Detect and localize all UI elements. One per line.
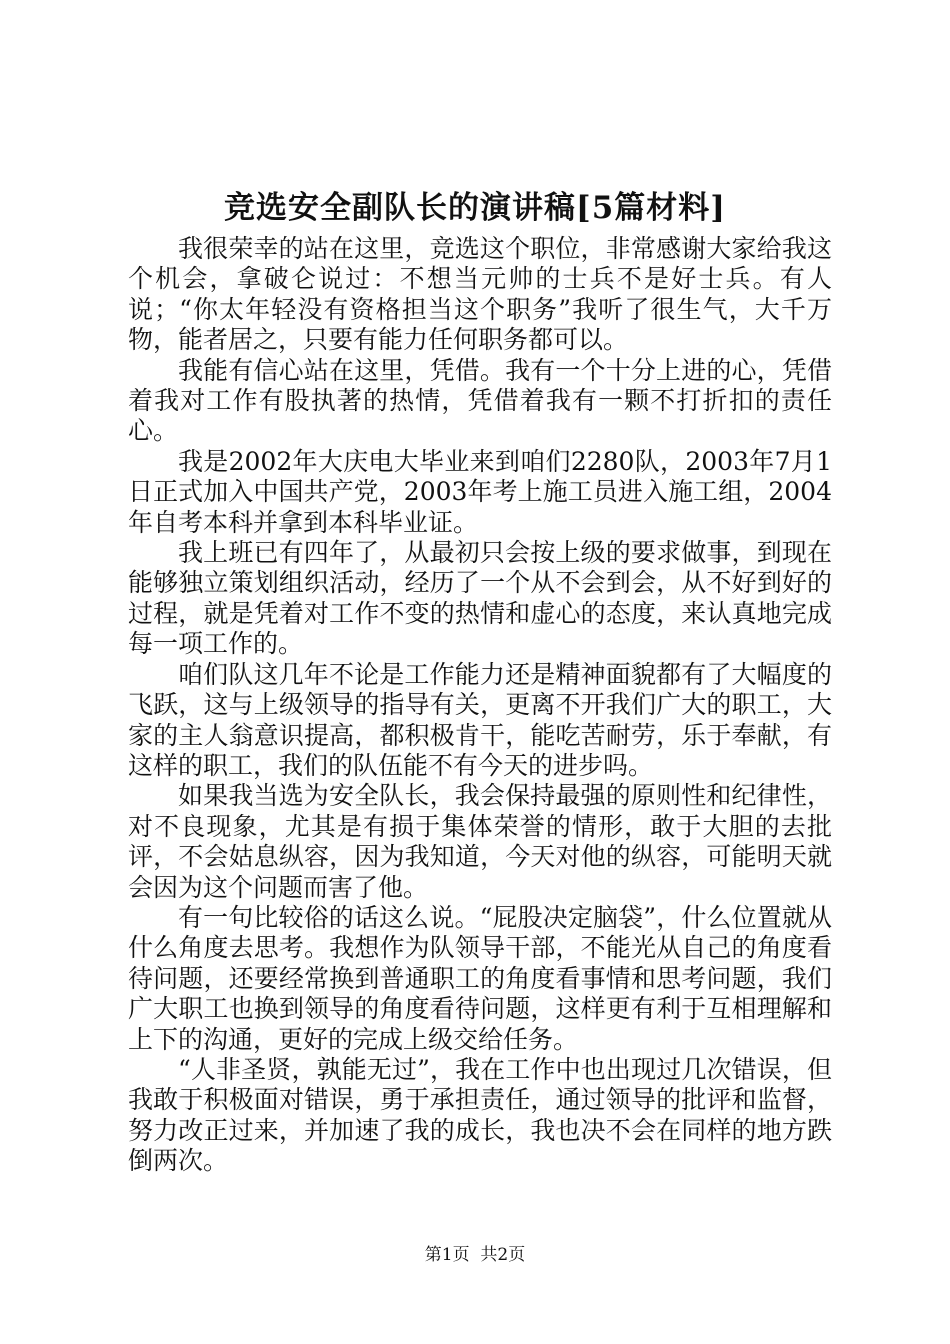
paragraph: 如果我当选为安全队长，我会保持最强的原则性和纪律性，对不良现象，尤其是有损于集体荣誉的情形，敢于大胆的去批评，不会姑息纵容，因为我知道，今天对他的纵容，可能明天就会因为这个问题而害了他。 — [128, 781, 832, 902]
page-number-label: 第1页 共2页 — [424, 1245, 526, 1265]
paragraph: “人非圣贤，孰能无过”，我在工作中也出现过几次错误，但我敢于积极面对错误，勇于承担责任，通过领导的批评和监督，努力改正过来，并加速了我的成长，我也决不会在同样的地方跌倒两次。 — [128, 1054, 832, 1176]
paragraph: 我是2002年大庆电大毕业来到咱们2280队，2003年7月1日正式加入中国共产党，2003年考上施工员进入施工组，2004年自考本科并拿到本科毕业证。 — [128, 446, 832, 537]
page-footer — [0, 1244, 950, 1266]
paragraph: 我上班已有四年了，从最初只会按上级的要求做事，到现在能够独立策划组织活动，经历了一个从不会到会，从不好到好的过程，就是凭着对工作不变的热情和虚心的态度，来认真地完成每一项工作的。 — [128, 538, 832, 659]
paragraph: 有一句比较俗的话这么说。“屁股决定脑袋”，什么位置就从什么角度去思考。我想作为队领导干部，不能光从自己的角度看待问题，还要经常换到普通职工的角度看事情和思考问题，我们广大职工也换到领导的角度看待问题，这样更有利于互相理解和上下的沟通，更好的完成上级交给任务。 — [128, 902, 832, 1054]
paragraph: 咱们队这几年不论是工作能力还是精神面貌都有了大幅度的飞跃，这与上级领导的指导有关，更离不开我们广大的职工，大家的主人翁意识提高，都积极肯干，能吃苦耐劳，乐于奉献，有这样的职工，我们的队伍能不有今天的进步吗。 — [128, 659, 832, 780]
paragraph: 我很荣幸的站在这里，竞选这个职位，非常感谢大家给我这个机会，拿破仑说过：不想当元帅的士兵不是好士兵。有人说；“你太年轻没有资格担当这个职务”我听了很生气，大千万物，能者居之，只要有能力任何职务都可以。 — [128, 234, 832, 355]
document-title: 竞选安全副队长的演讲稿[5篇材料] — [224, 190, 726, 226]
paragraph: 我能有信心站在这里，凭借。我有一个十分上进的心，凭借着我对工作有股执著的热情，凭借着我有一颗不打折扣的责任心。 — [128, 355, 832, 446]
document-body — [128, 234, 832, 1177]
